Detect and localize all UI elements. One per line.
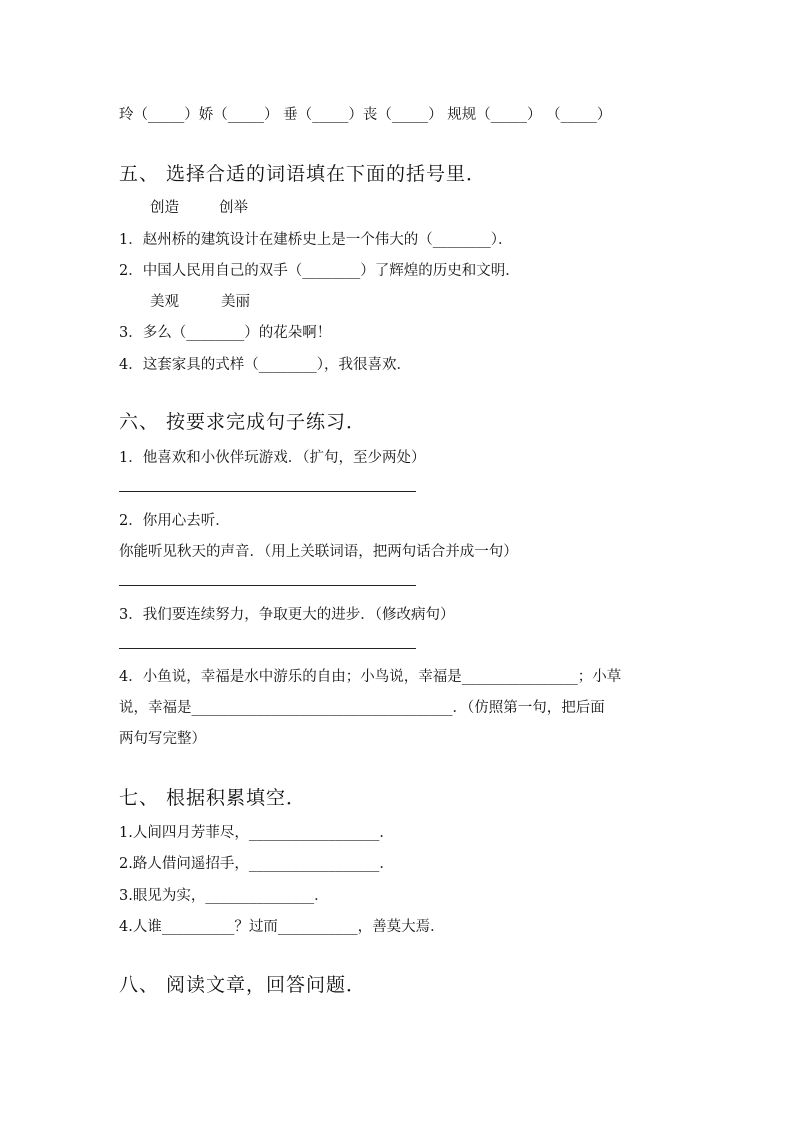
- section-5-options-a: [150, 196, 248, 217]
- word-fill-line: 玲（_____）娇（_____） 垂（_____）丧（_____） 规规（_____） （_____）: [119, 107, 612, 123]
- section-5-question-3: 3．多么（________）的花朵啊！: [119, 325, 332, 341]
- section-7-question-4: 4.人谁__________？过而___________，善莫大焉．: [119, 919, 445, 935]
- option-word: 创造: [150, 200, 179, 216]
- section-5-heading: 五、 选择合适的词语填在下面的括号里．: [119, 163, 487, 185]
- section-6-question-4: 4．小鱼说，幸福是水中游乐的自由；小鸟说，幸福是________________；小草: [119, 669, 622, 685]
- section-8-heading: 八、 阅读文章，回答问题．: [119, 974, 367, 996]
- section-5-question-4: 4．这套家具的式样（________），我很喜欢．: [119, 357, 411, 373]
- section-5-options-b: [150, 290, 250, 311]
- section-6-question-3: 3．我们要连续努力，争取更大的进步．（修改病句）: [119, 607, 455, 623]
- answer-line[interactable]: [119, 648, 416, 649]
- section-5-question-1: 1．赵州桥的建筑设计在建桥史上是一个伟大的（________）．: [119, 232, 513, 248]
- section-7-heading: 七、 根据积累填空．: [119, 787, 307, 809]
- section-6-question-1: 1．他喜欢和小伙伴玩游戏．（扩句，至少两处）: [119, 450, 426, 466]
- section-6-question-4-cont: 说，幸福是____________________________________．（仿照第一句，把后面: [119, 700, 605, 716]
- section-6-question-4-end: 两句写完整）: [119, 731, 206, 747]
- section-7-question-2: 2.路人借问遥招手，__________________．: [119, 856, 394, 872]
- section-6-heading: 六、 按要求完成句子练习．: [119, 411, 367, 433]
- option-word: 美丽: [221, 294, 250, 310]
- section-6-question-2: 2．你用心去听．: [119, 513, 230, 529]
- option-word: 创举: [219, 200, 248, 216]
- section-7-question-3: 3.眼见为实，_______________．: [119, 888, 329, 904]
- section-7-question-1: 1.人间四月芳菲尽，__________________．: [119, 825, 394, 841]
- section-6-question-2-text: 你能听见秋天的声音．（用上关联词语，把两句话合并成一句）: [119, 544, 518, 560]
- option-word: 美观: [150, 294, 179, 310]
- section-5-question-2: 2．中国人民用自己的双手（________）了辉煌的历史和文明．: [119, 263, 520, 279]
- answer-line[interactable]: [119, 585, 416, 586]
- answer-line[interactable]: [119, 491, 416, 492]
